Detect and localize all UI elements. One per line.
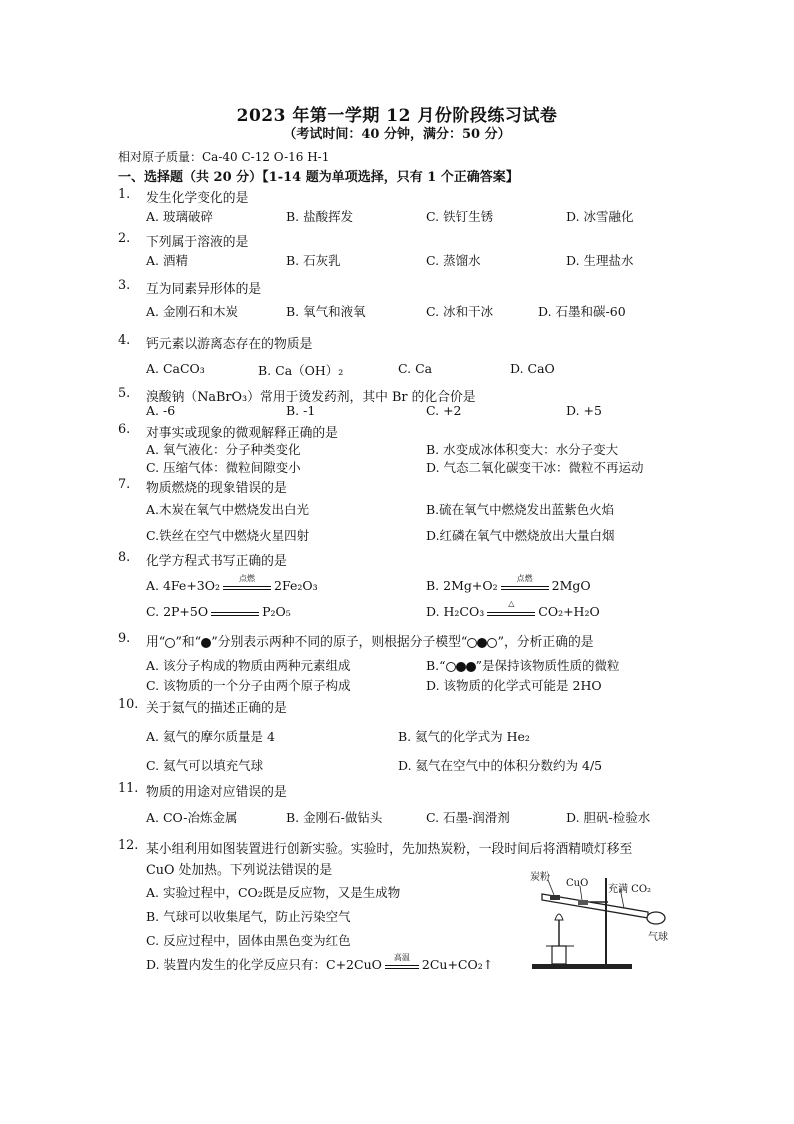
- molecule-model-icon: [467, 635, 497, 650]
- question-number: 7.: [118, 477, 131, 492]
- option-b: B. 氧气和液氧: [286, 304, 366, 319]
- option-d: D. +5: [566, 403, 602, 418]
- question-stem: 物质燃烧的现象错误的是: [146, 481, 287, 496]
- question-stem: 下列属于溶液的是: [146, 235, 249, 250]
- question-stem-line1: 某小组利用如图装置进行创新实验。实验时，先加热炭粉，一段时间后将酒精喷灯移至: [146, 842, 633, 857]
- option-d: D.红磷在氧气中燃烧放出大量白烟: [426, 528, 615, 543]
- option-c: C. 压缩气体：微粒间隙变小: [146, 460, 301, 475]
- equals-sign: [223, 573, 271, 592]
- question-stem: 发生化学变化的是: [146, 191, 249, 206]
- equation-right: 2Fe₂O₃: [274, 578, 318, 593]
- option-d: D. CaO: [510, 361, 555, 376]
- option-d: D. 生理盐水: [566, 253, 634, 268]
- label-co2-filled: 充满 CO₂: [608, 884, 652, 895]
- option-a: A. -6: [146, 403, 176, 418]
- option-c: C. Ca: [398, 361, 433, 376]
- option-b: B. 石灰乳: [286, 253, 341, 268]
- exam-subtitle: （考试时间：40 分钟，满分：50 分）: [283, 127, 511, 142]
- equals-sign: [385, 952, 419, 971]
- white-atom-icon: [165, 638, 175, 648]
- question-stem: 溴酸钠（NaBrO₃）常用于烫发药剂，其中 Br 的化合价是: [146, 390, 476, 405]
- question-stem: 对事实或现象的微观解释正确的是: [146, 426, 338, 441]
- option-d: D. 胆矾-检验水: [566, 810, 651, 825]
- label-balloon: 气球: [648, 932, 668, 943]
- question-stem: 钙元素以游离态存在的物质是: [146, 337, 313, 352]
- question-stem: 互为同素异形体的是: [146, 282, 262, 297]
- option-a: A.木炭在氧气中燃烧发出白光: [146, 502, 310, 517]
- question-stem: 化学方程式书写正确的是: [146, 554, 287, 569]
- option-a: A. 氦气的摩尔质量是 4: [146, 729, 275, 744]
- option-c: C. 铁钉生锈: [426, 209, 494, 224]
- reaction-condition: 点燃: [516, 573, 533, 583]
- reaction-condition: △: [508, 598, 515, 608]
- question-number: 9.: [118, 631, 131, 646]
- equation-left: D. H₂CO₃: [426, 604, 485, 619]
- question-stem: 用“ ”和“ ”分别表示两种不同的原子，则根据分子模型“ ”，分析正确的是: [146, 635, 594, 650]
- label-cuo: CuO: [566, 878, 589, 889]
- equation-left: D. 装置内发生的化学反应只有：C+2CuO: [146, 957, 382, 972]
- option-c: C. +2: [426, 403, 462, 418]
- option-a: A. 金刚石和木炭: [146, 304, 238, 319]
- option-b: B. 盐酸挥发: [286, 209, 354, 224]
- equation-left: C. 2P+5O: [146, 604, 209, 619]
- option-d: D. 气态二氧化碳变干冰：微粒不再运动: [426, 460, 644, 475]
- question-number: 11.: [118, 781, 139, 796]
- option-d: D. 石墨和碳-60: [538, 304, 626, 319]
- equals-sign: [211, 608, 259, 618]
- equals-sign: [487, 598, 535, 618]
- option-c: C.铁丝在空气中燃烧火星四射: [146, 528, 310, 543]
- option-a: [146, 573, 318, 593]
- question-number: 6.: [118, 422, 131, 437]
- option-c: C. 该物质的一个分子由两个原子构成: [146, 678, 351, 693]
- exam-title: 2023 年第一学期 12 月份阶段练习试卷: [236, 106, 558, 126]
- option-b: B. -1: [286, 403, 316, 418]
- equation-left: A. 4Fe+3O₂: [146, 578, 220, 593]
- option-a: A. 玻璃破碎: [146, 209, 213, 224]
- question-number: 2.: [118, 231, 131, 246]
- option-b: B. Ca（OH）₂: [258, 363, 344, 378]
- question-number: 8.: [118, 550, 131, 565]
- equation-left: B. 2Mg+O₂: [426, 578, 498, 593]
- label-carbon-powder: 炭粉: [530, 872, 550, 883]
- option-a: A. 实验过程中，CO₂既是反应物，又是生成物: [146, 885, 401, 900]
- equation-right: CO₂+H₂O: [538, 604, 600, 619]
- option-b: B. 气球可以收集尾气，防止污染空气: [146, 909, 351, 924]
- equation-right: 2Cu+CO₂↑: [421, 957, 494, 972]
- option-d: D. 冰雪融化: [566, 209, 634, 224]
- question-number: 12.: [118, 838, 139, 853]
- option-a: A. 该分子构成的物质由两种元素组成: [146, 658, 351, 673]
- option-c: C. 反应过程中，固体由黑色变为红色: [146, 933, 351, 948]
- option-b: B.硫在氧气中燃烧发出蓝紫色火焰: [426, 502, 615, 517]
- reaction-condition: 高温: [393, 952, 410, 962]
- option-b: [426, 573, 591, 593]
- option-d: D. 该物质的化学式可能是 2HO: [426, 678, 602, 693]
- question-stem: 物质的用途对应错误的是: [146, 785, 287, 800]
- option-d: [146, 952, 494, 973]
- option-c: C. 冰和干冰: [426, 304, 494, 319]
- option-b: B. 氦气的化学式为 He₂: [398, 729, 530, 744]
- option-d: D. 氦气在空气中的体积分数约为 4/5: [398, 758, 603, 773]
- option-b: B.“ ”是保持该物质性质的微粒: [426, 658, 620, 673]
- option-a: A. 氧气液化：分子种类变化: [146, 442, 301, 457]
- option-c: C. 石墨-润滑剂: [426, 810, 510, 825]
- question-number: 5.: [118, 386, 131, 401]
- option-b: B. 水变成冰体积变大：水分子变大: [426, 442, 619, 457]
- question-number: 4.: [118, 333, 131, 348]
- equation-right: P₂O₅: [262, 604, 291, 619]
- atomic-masses: 相对原子质量：Ca-40 C-12 O-16 H-1: [118, 150, 330, 164]
- option-c: [146, 604, 291, 619]
- section-title: 一、选择题（共 20 分）【1-14 题为单项选择，只有 1 个正确答案】: [118, 170, 519, 185]
- option-d: [426, 598, 600, 619]
- experiment-apparatus: [528, 868, 688, 972]
- question-number: 1.: [118, 187, 131, 202]
- question-number: 3.: [118, 278, 131, 293]
- question-stem: 关于氦气的描述正确的是: [146, 701, 287, 716]
- option-b: B. 金刚石-做钻头: [286, 810, 383, 825]
- option-c: C. 氦气可以填充气球: [146, 758, 264, 773]
- question-stem-line2: CuO 处加热。下列说法错误的是: [146, 863, 333, 878]
- equals-sign: [501, 573, 549, 592]
- option-a: A. CaCO₃: [146, 361, 205, 376]
- black-atom-icon: [201, 638, 211, 648]
- option-a: A. 酒精: [146, 253, 188, 268]
- option-a: A. CO-冶炼金属: [146, 810, 238, 825]
- equation-right: 2MgO: [551, 578, 591, 593]
- reaction-condition: 点燃: [239, 573, 255, 583]
- question-number: 10.: [118, 697, 139, 712]
- molecule-model-icon: [446, 658, 476, 673]
- option-c: C. 蒸馏水: [426, 253, 481, 268]
